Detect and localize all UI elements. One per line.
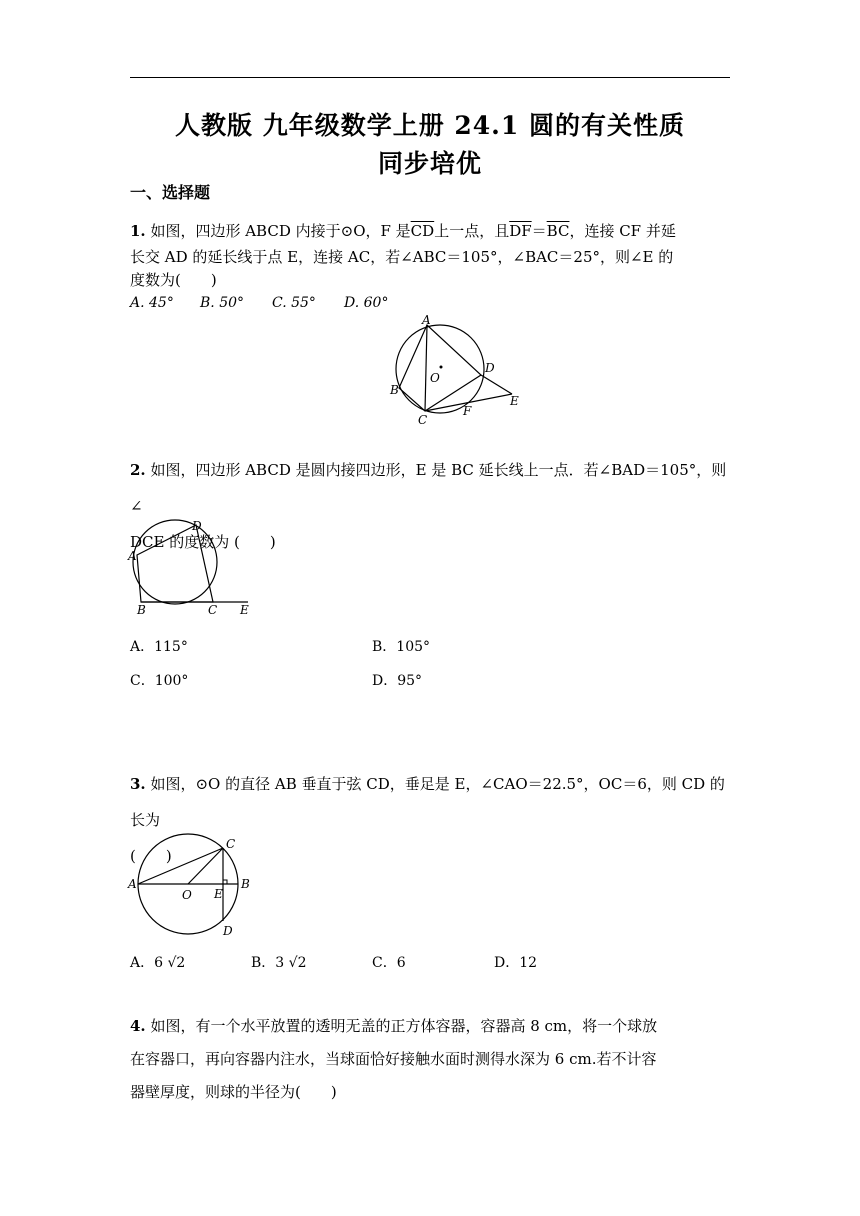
q2-number: 2. (130, 461, 146, 479)
q1-circle (396, 325, 484, 413)
q3-figure (127, 833, 262, 941)
doc-title-line2: 同步培优 (377, 149, 482, 178)
q1-line-ac (425, 325, 427, 411)
q3-label-a: A (128, 877, 137, 891)
top-rule (130, 77, 730, 78)
q1-line3: 度数为( ) (130, 271, 217, 289)
q3-option-c[interactable]: C．6 (372, 955, 406, 971)
q1-label-b: B (390, 383, 399, 397)
q3-label-e: E (214, 887, 223, 901)
q2-label-c: C (208, 603, 218, 617)
doc-title-line1: 人教版 九年级数学上册 24.1 圆的有关性质 (174, 111, 685, 140)
q3-line1: 3. 如图，⊙O 的直径 AB 垂直于弦 CD，垂足是 E，∠CAO＝22.5°，OC＝6，则 CD 的长为 (130, 775, 725, 829)
q1-option-d[interactable]: D. 60° (344, 295, 389, 311)
q1-label-a: A (422, 313, 431, 327)
q1-label-d: D (485, 361, 495, 375)
q3-line-ac (138, 848, 223, 884)
q2-label-b: B (137, 603, 146, 617)
question-4 (130, 1010, 730, 1109)
q3-line2: ( ) (130, 847, 172, 865)
q1-center-dot (440, 366, 443, 369)
q2-option-d[interactable]: D．95° (372, 673, 423, 689)
arc-df: $\overline{DF}$ (509, 222, 532, 240)
q2-label-a: A (128, 549, 137, 563)
q3-option-b[interactable]: B．3 √2 (251, 955, 307, 971)
q4-number: 4. (130, 1017, 146, 1035)
q3-option-a[interactable]: A．6 √2 (130, 955, 186, 971)
q1-option-b[interactable]: B. 50° (200, 295, 245, 311)
q3-label-d: D (223, 924, 233, 938)
q2-option-c[interactable]: C．100° (130, 673, 189, 689)
q1-label-c: C (418, 413, 428, 427)
q2-option-a[interactable]: A．115° (130, 639, 188, 655)
q3-line-oc (188, 848, 223, 884)
arc-bc: $\overline{BC}$ (546, 222, 570, 240)
question-1 (130, 218, 730, 312)
q4-line1: 4. 如图，有一个水平放置的透明无盖的正方体容器，容器高 8 cm，将一个球放 (130, 1017, 658, 1035)
q1-number: 1. (130, 222, 146, 240)
q3-number: 3. (130, 775, 146, 793)
q1-option-a[interactable]: A. 45° (130, 295, 174, 311)
q1-options (130, 290, 730, 312)
q2-quadrilateral (137, 525, 213, 602)
q1-label-o: O (430, 371, 440, 385)
arc-cd: $\overline{CD}$ (410, 222, 435, 240)
q3-label-c: C (226, 837, 236, 851)
q2-label-d: D (192, 519, 202, 533)
q2-line2: DCE 的度数为 ( ) (130, 533, 276, 551)
q1-figure (385, 312, 535, 427)
q1-line1: 1. 如图，四边形 ABCD 内接于⊙O，F 是$\overline{CD}$上一点，且$\overline{DF}=\overline{BC}$，连接 CF 并延 (130, 222, 676, 240)
q4-line3: 器壁厚度，则球的半径为( ) (130, 1083, 337, 1101)
q2-option-b[interactable]: B．105° (372, 639, 431, 655)
q1-option-c[interactable]: C. 55° (272, 295, 316, 311)
q4-line2: 在容器口，再向容器内注水，当球面恰好接触水面时测得水深为 6 cm.若不计容 (130, 1050, 657, 1068)
q1-label-f: F (463, 404, 472, 418)
q1-line2: 长交 AD 的延长线于点 E，连接 AC，若∠ABC＝105°，∠BAC＝25°，则∠E 的 (130, 248, 674, 266)
q2-label-e: E (240, 603, 249, 617)
q3-label-o: O (182, 888, 192, 902)
section-heading: 一、选择题 (130, 183, 211, 202)
q1-label-e: E (510, 394, 519, 408)
q3-label-b: B (241, 877, 250, 891)
q1-line-ae (481, 375, 512, 394)
q2-figure (128, 518, 258, 618)
q3-option-d[interactable]: D．12 (494, 955, 538, 971)
q2-line1: 2. 如图，四边形 ABCD 是圆内接四边形，E 是 BC 延长线上一点．若∠BAD＝105°，则∠ (130, 461, 727, 515)
